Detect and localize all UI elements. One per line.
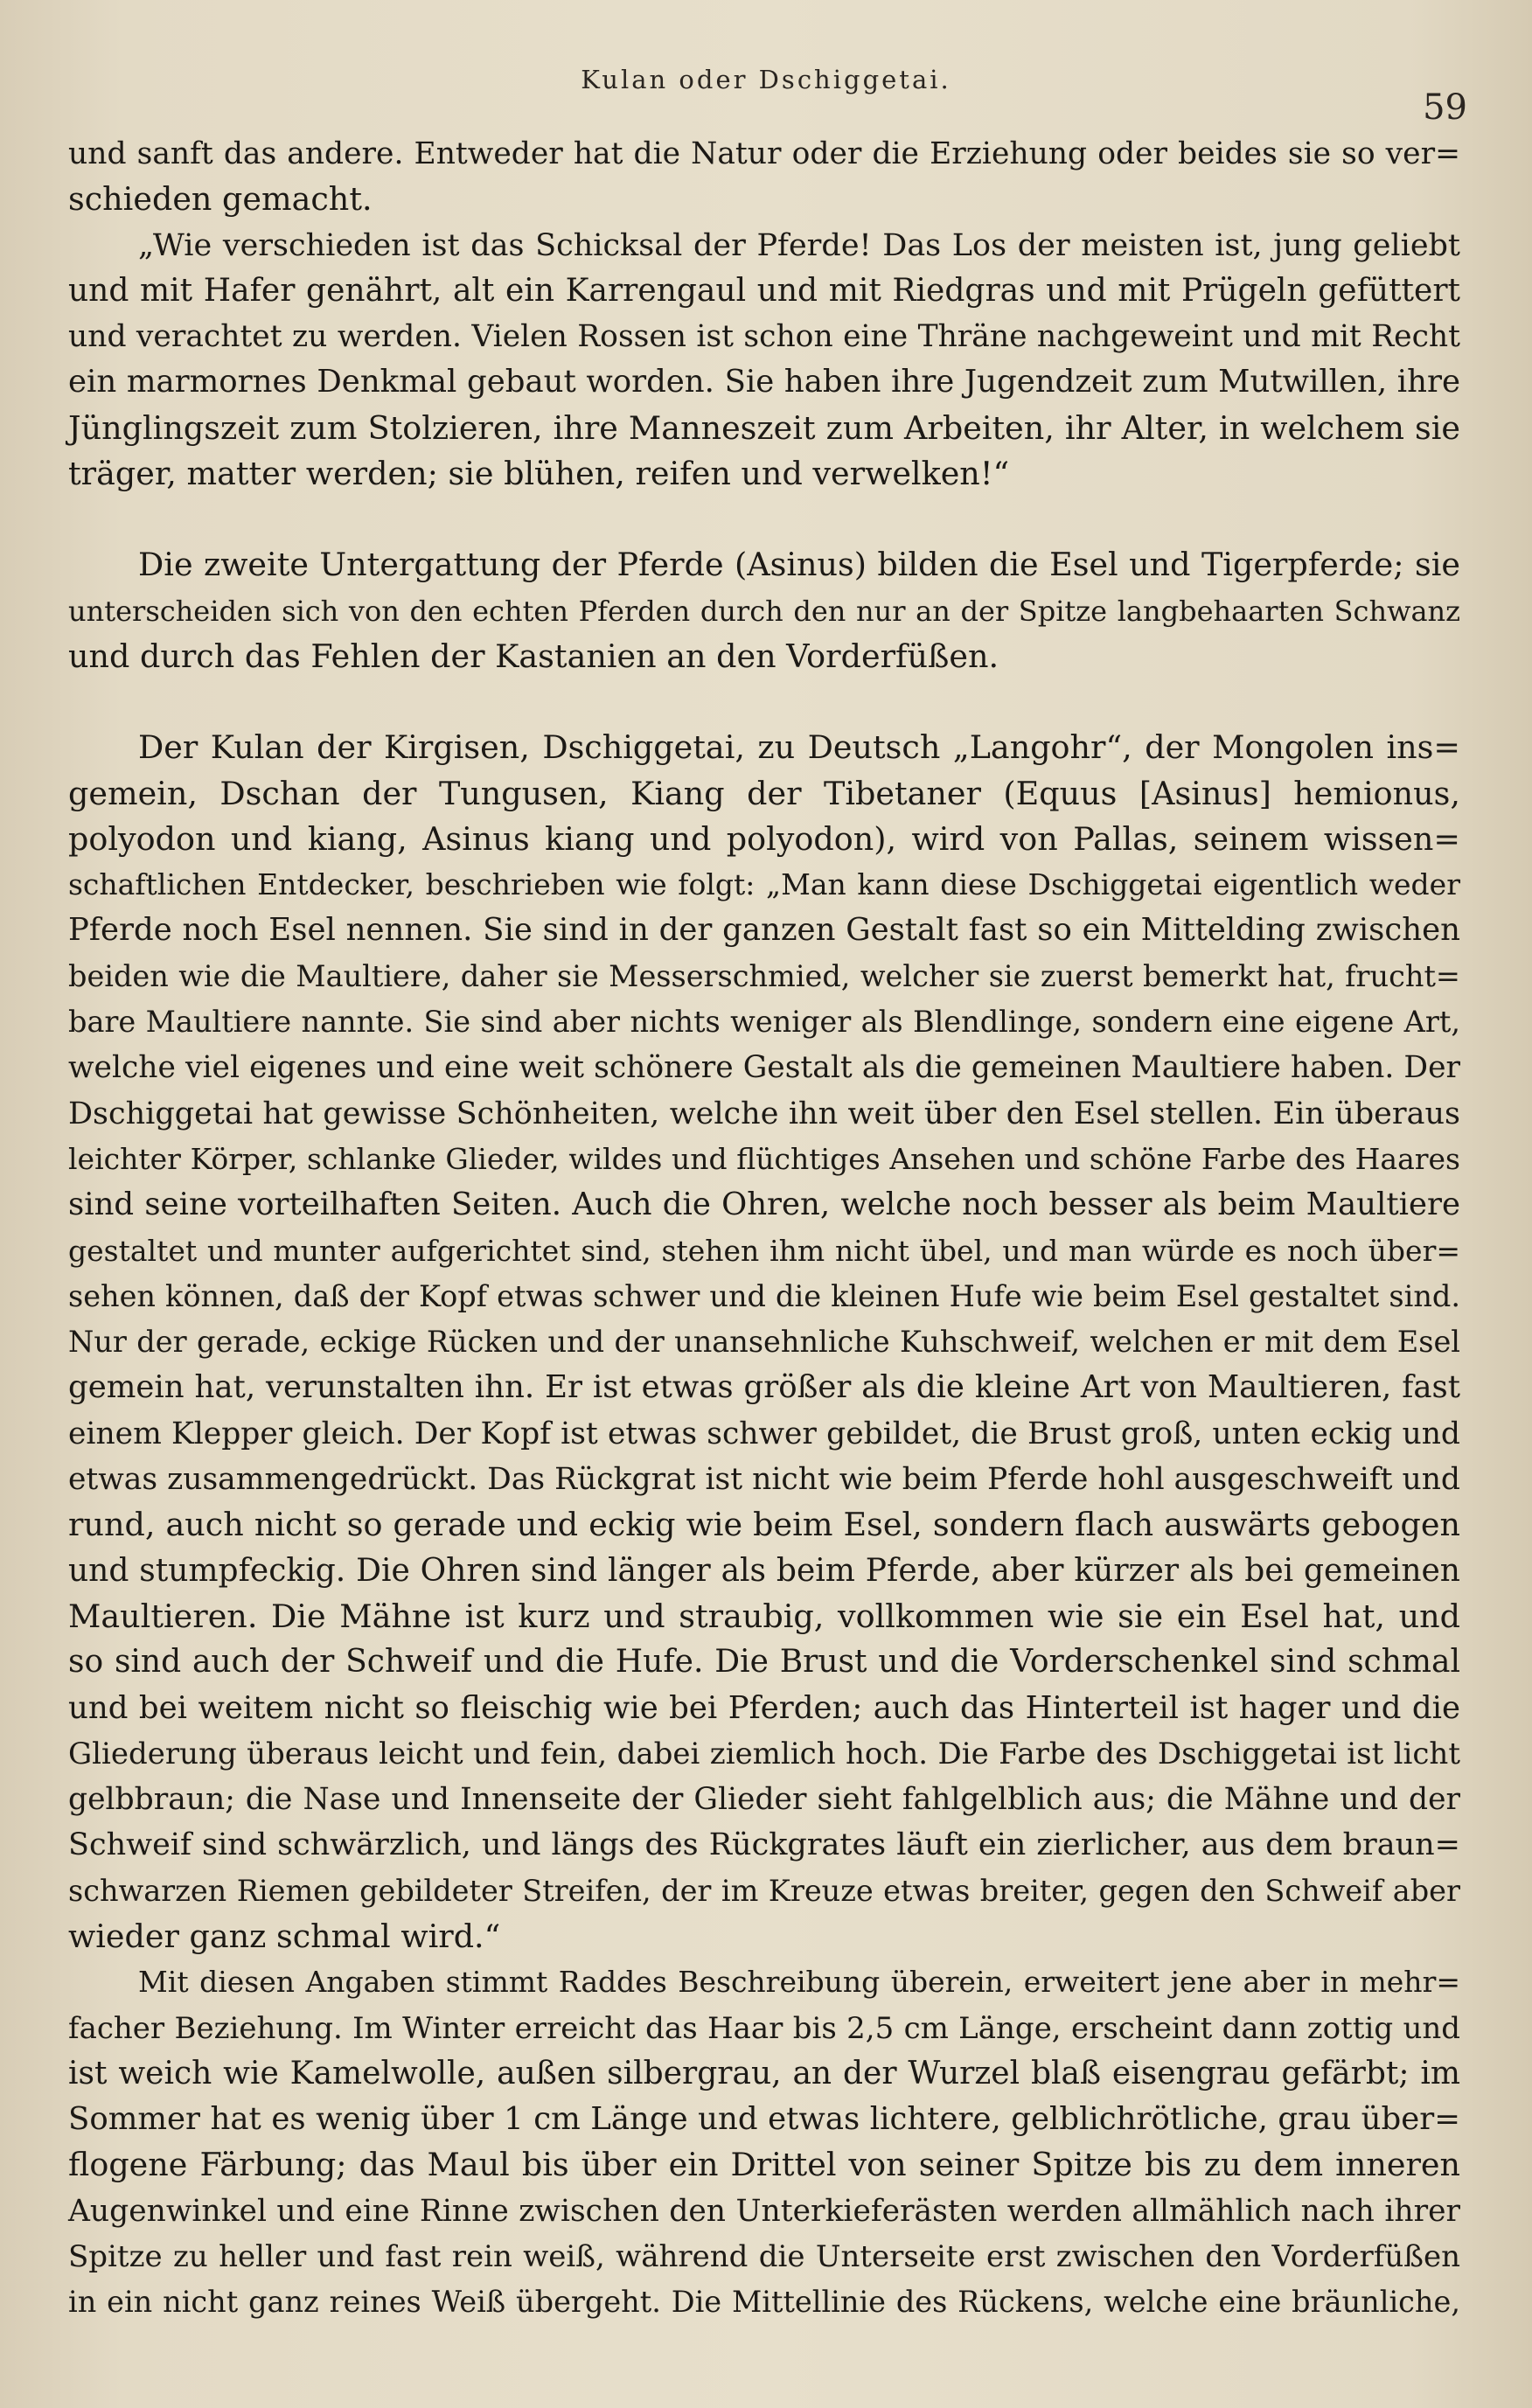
text-line: Maultieren. Die Mähne ist kurz und straubig, vollkommen wie sie ein Esel hat, und [68,1597,1460,1635]
text-line: Augenwinkel und eine Rinne zwischen den Unterkieferästen werden allmählich nach ihrer [68,2193,1460,2229]
text-line: wieder ganz schmal wird.“ [68,1917,501,1955]
text-line: Dschiggetai hat gewisse Schönheiten, welche ihn weit über den Esel stellen. Ein überaus [68,1096,1460,1131]
text-line: Die zweite Untergattung der Pferde (Asinus) bilden die Esel und Tigerpferde; sie [138,546,1460,584]
text-line: schwarzen Riemen gebildeter Streifen, der im Kreuze etwas breiter, gegen den Schweif aber [68,1873,1460,1908]
text-line: gestaltet und munter aufgerichtet sind, stehen ihm nicht übel, und man würde es noch über= [68,1233,1460,1268]
paragraph [68,725,1460,1959]
paragraph [68,1959,1460,2325]
text-line: Schweif sind schwärzlich, und längs des Rückgrates läuft ein zierlicher, aus dem braun= [68,1827,1460,1863]
paragraph [68,542,1460,679]
text-line: träger, matter werden; sie blühen, reifen und verwelken!“ [68,455,1010,493]
text-line: in ein nicht ganz reines Weiß übergeht. Die Mittellinie des Rückens, welche eine bräunliche, [68,2285,1460,2320]
text-line: leichter Körper, schlanke Glieder, wildes und flüchtiges Ansehen und schöne Farbe des Haares [68,1141,1460,1176]
text-line: unterscheiden sich von den echten Pferden durch den nur an der Spitze langbehaarten Schwanz [68,594,1460,628]
text-line: Nur der gerade, eckige Rücken und der unansehnliche Kuhschweif, welchen er mit dem Esel [68,1325,1460,1360]
text-line: sind seine vorteilhaften Seiten. Auch die Ohren, welche noch besser als beim Maultiere [68,1187,1460,1223]
text-line: Sommer hat es wenig über 1 cm Länge und etwas lichtere, gelblichrötliche, grau über= [68,2101,1460,2138]
text-line: Pferde noch Esel nennen. Sie sind in der ganzen Gestalt fast so ein Mittelding zwischen [68,912,1460,949]
text-line: und bei weitem nicht so fleischig wie bei Pferden; auch das Hinterteil ist hager und die [68,1689,1460,1726]
text-line: schaftlichen Entdecker, beschrieben wie folgt: „Man kann diese Dschiggetai eigentlich weder [68,867,1460,902]
paragraph [68,131,1460,223]
paragraph [68,223,1460,498]
text-line: beiden wie die Maultiere, daher sie Messerschmied, welcher sie zuerst bemerkt hat, frucht= [68,958,1460,993]
text-line: welche viel eigenes und eine weit schönere Gestalt als die gemeinen Maultiere haben. Der [68,1050,1460,1086]
text-line: so sind auch der Schweif und die Hufe. Die Brust und die Vorderschenkel sind schmal [68,1644,1460,1681]
paragraph-gap [68,497,1460,542]
text-line: Jünglingszeit zum Stolzieren, ihre Manneszeit zum Arbeiten, ihr Alter, in welchem sie [68,408,1460,447]
text-line: Mit diesen Angaben stimmt Raddes Beschreibung überein, erweitert jene aber in mehr= [138,1965,1460,2000]
text-line: etwas zusammengedrückt. Das Rückgrat ist nicht wie beim Pferde hohl ausgeschweift und [68,1462,1460,1498]
text-line: einem Klepper gleich. Der Kopf ist etwas schwer gebildet, die Brust groß, unten eckig und [68,1416,1460,1451]
paragraph-gap [68,679,1460,725]
text-line: „Wie verschieden ist das Schicksal der Pferde! Das Los der meisten ist, jung geliebt [138,227,1460,263]
text-line: flogene Färbung; das Maul bis über ein Drittel von seiner Spitze bis zu dem inneren [68,2146,1460,2184]
text-line: und verachtet zu werden. Vielen Rossen ist schon eine Thräne nachgeweint und mit Recht [68,319,1460,355]
text-line: ist weich wie Kamelwolle, außen silbergrau, an der Wurzel blaß eisengrau gefärbt; im [68,2055,1460,2091]
text-line: gemein hat, verunstalten ihn. Er ist etwas größer als die kleine Art von Maultieren, fast [68,1369,1460,1406]
text-line: Gliederung überaus leicht und fein, dabei ziemlich hoch. Die Farbe des Dschiggetai ist licht [68,1736,1460,1771]
text-line: und mit Hafer genährt, alt ein Karrengaul und mit Riedgras und mit Prügeln gefüttert [68,272,1460,309]
text-line: und durch das Fehlen der Kastanien an den Vorderfüßen. [68,637,999,675]
text-line: bare Maultiere nannte. Sie sind aber nichts weniger als Blendlinge, sondern eine eigene Art, [68,1005,1460,1040]
text-line: gelbbraun; die Nase und Innenseite der Glieder sieht fahlgelblich aus; die Mähne und der [68,1782,1460,1818]
text-line: und sanft das andere. Entweder hat die Natur oder die Erziehung oder beides sie so ver= [68,136,1460,171]
text-line: gemein, Dschan der Tungusen, Kiang der Tibetaner (Equus [Asinus] hemionus, [68,774,1460,812]
page-body [68,131,1460,2326]
text-line: facher Beziehung. Im Winter erreicht das Haar bis 2,5 cm Länge, erscheint dann zottig und [68,2010,1460,2046]
text-line: ein marmornes Denkmal gebaut worden. Sie haben ihre Jugendzeit zum Mutwillen, ihre [68,364,1460,400]
text-line: Der Kulan der Kirgisen, Dschiggetai, zu Deutsch „Langohr“, der Mongolen ins= [138,728,1460,767]
text-line: sehen können, daß der Kopf etwas schwer und die kleinen Hufe wie beim Esel gestaltet sind. [68,1278,1460,1313]
text-line: Spitze zu heller und fast rein weiß, während die Unterseite erst zwischen den Vorderfüßen [68,2239,1460,2275]
page-number: 59 [1423,87,1467,128]
text-line: polyodon und kiang, Asinus kiang und polyodon), wird von Pallas, seinem wissen= [68,819,1460,858]
running-head: Kulan oder Dschiggetai. [581,65,951,94]
text-line: und stumpfeckig. Die Ohren sind länger als beim Pferde, aber kürzer als bei gemeinen [68,1552,1460,1589]
text-line: schieden gemacht. [68,180,373,219]
text-line: rund, auch nicht so gerade und eckig wie beim Esel, sondern flach auswärts gebogen [68,1506,1460,1544]
